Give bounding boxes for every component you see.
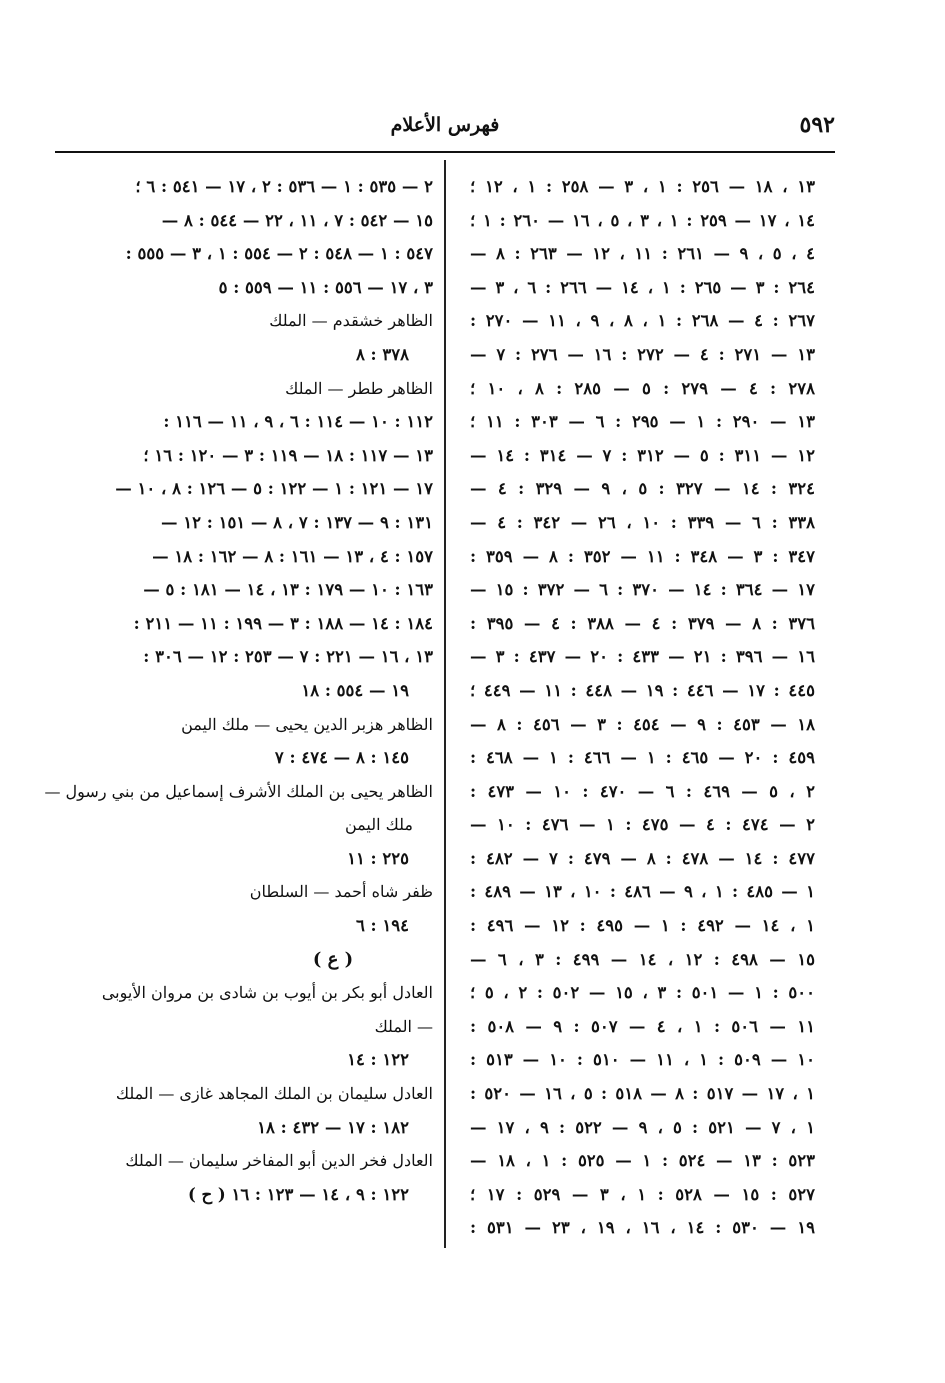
index-reference-line: ١٦٣ : ١٠ — ١٧٩ : ١٣ ، ١٤ — ١٨١ : ٥ — bbox=[143, 580, 433, 600]
index-reference-line: ١ ، ٧ — ٥٢١ : ٥ ، ٩ — ٥٢٢ : ٩ ، ١٧ — bbox=[470, 1117, 815, 1137]
index-entry-heading-continued: ملك اليمن bbox=[344, 815, 413, 835]
index-reference-line: ١٣ — ٢٧١ : ٤ — ٢٧٢ : ١٦ — ٢٧٦ : ٧ — bbox=[470, 344, 815, 364]
index-reference-line: ٤٥٩ : ٢٠ — ٤٦٥ : ١ — ٤٦٦ : ١ — ٤٦٨ : bbox=[470, 748, 815, 768]
index-reference-line: ٣٧٦ : ٨ — ٣٧٩ : ٤ — ٣٨٨ : ٤ — ٣٩٥ : bbox=[470, 613, 815, 633]
running-title: فهرس الأعلام bbox=[390, 114, 500, 136]
index-page-reference: ١٩ — ٥٥٤ : ١٨ bbox=[301, 680, 409, 700]
index-reference-line: ١٨٤ : ١٤ — ١٨٨ : ٣ — ١٩٩ : ١١ — ٢١١ : bbox=[133, 613, 433, 633]
index-reference-line: ١١ — ٥٠٦ : ١ ، ٤ — ٥٠٧ : ٩ — ٥٠٨ : bbox=[470, 1016, 815, 1036]
index-reference-line: ١٣ ، ١٨ — ٢٥٦ : ١ ، ٣ — ٢٥٨ : ١ ، ١٢ ؛ bbox=[470, 177, 815, 196]
index-reference-line: ٢٦٤ : ٣ — ٢٦٥ : ١ ، ١٤ — ٢٦٦ : ٦ ، ٣ — bbox=[470, 277, 815, 297]
index-page-reference: ١٤٥ : ٨ — ٤٧٤ : ٧ bbox=[274, 748, 409, 768]
index-page-reference: ١٨٢ : ١٧ — ٤٣٢ : ١٨ bbox=[257, 1117, 409, 1137]
index-entry-heading: العادل فخر الدين أبو المفاخر سليمان — الملك bbox=[125, 1151, 433, 1171]
index-reference-line: ١٩ — ٥٣٠ : ١٤ ، ١٦ ، ١٩ ، ٢٣ — ٥٣١ : bbox=[470, 1218, 815, 1238]
column-divider bbox=[444, 160, 446, 1248]
index-reference-line: ١٢ — ٣١١ : ٥ — ٣١٢ : ٧ — ٣١٤ : ١٤ — bbox=[470, 445, 815, 465]
index-reference-line: ٣٤٧ : ٣ — ٣٤٨ : ١١ — ٣٥٢ : ٨ — ٣٥٩ : bbox=[470, 546, 815, 566]
index-column-left bbox=[44, 170, 433, 1211]
index-entry-heading: — الملك bbox=[374, 1016, 433, 1036]
index-reference-line: ٢٦٧ : ٤ — ٢٦٨ : ١ ، ٨ ، ٩ ، ١١ — ٢٧٠ : bbox=[470, 311, 815, 331]
index-reference-line: ١ ، ١٤ — ٤٩٢ : ١ — ٤٩٥ : ١٢ — ٤٩٦ : bbox=[470, 916, 815, 936]
index-reference-line: ٤٧٧ : ١٤ — ٤٧٨ : ٨ — ٤٧٩ : ٧ — ٤٨٢ : bbox=[470, 848, 815, 868]
index-reference-line: ١٠ — ٥٠٩ : ١ ، ١١ — ٥١٠ : ١٠ — ٥١٣ : bbox=[470, 1050, 815, 1070]
index-entry-heading: الظاهر ططر — الملك bbox=[285, 378, 433, 398]
index-reference-line: ١٣١ : ٩ — ١٣٧ : ٧ ، ٨ — ١٥١ : ١٢ — bbox=[161, 512, 433, 532]
index-reference-line: ٥٠٠ : ١ — ٥٠١ : ٣ ، ١٥ — ٥٠٢ : ٢ ، ٥ ؛ bbox=[470, 983, 815, 1003]
index-reference-line: ١ — ٤٨٥ : ١ ، ٩ — ٤٨٦ : ١٠ ، ١٣ — ٤٨٩ : bbox=[470, 882, 815, 902]
section-letter-heading: ( ع ) bbox=[312, 948, 354, 970]
index-page-reference: ١٢٢ : ٩ ، ١٤ — ١٢٣ : ١٦ ( ح ) bbox=[187, 1184, 409, 1204]
index-entry-heading: الظاهر هزبر الدين يحيى — ملك اليمن bbox=[181, 714, 433, 734]
index-entry-heading: ظفر شاه أحمد — السلطان bbox=[249, 882, 433, 902]
index-entry-heading: العادل أبو بكر بن أيوب بن شادى بن مروان الأيوبى bbox=[101, 983, 433, 1003]
header-rule bbox=[55, 151, 835, 153]
index-entry-heading: الظاهر يحيى بن الملك الأشرف إسماعيل من بني رسول — bbox=[44, 781, 433, 801]
index-page-reference: ٣٧٨ : ٨ bbox=[355, 344, 409, 364]
index-reference-line: ١٣ — ٢٩٠ : ١ — ٢٩٥ : ٦ — ٣٠٣ : ١١ ؛ bbox=[470, 412, 815, 432]
index-reference-line: ٣٣٨ : ٦ — ٣٣٩ : ١٠ ، ٢٦ — ٣٤٢ : ٤ — bbox=[470, 512, 815, 532]
index-entry-heading: الظاهر خشقدم — الملك bbox=[269, 311, 433, 331]
index-reference-line: ٥٢٧ : ١٥ — ٥٢٨ : ١ ، ٣ — ٥٢٩ : ١٧ ؛ bbox=[470, 1184, 815, 1204]
index-reference-line: ١٧ — ١٢١ : ١ — ١٢٢ : ٥ — ١٢٦ : ٨ ، ١٠ — bbox=[115, 479, 433, 499]
index-reference-line: ٥٤٧ : ١ — ٥٤٨ : ٢ — ٥٥٤ : ١ ، ٣ — ٥٥٥ : bbox=[125, 244, 433, 264]
index-reference-line: ١٥ — ٤٩٨ : ١٢ ، ١٤ — ٤٩٩ : ٣ ، ٦ — bbox=[470, 949, 815, 969]
index-reference-line: ١ ، ١٧ — ٥١٧ : ٨ — ٥١٨ : ٥ ، ١٦ — ٥٢٠ : bbox=[470, 1084, 815, 1104]
index-reference-line: ٣٢٤ : ١٤ — ٣٢٧ : ٥ ، ٩ — ٣٢٩ : ٤ — bbox=[470, 479, 815, 499]
index-reference-line: ١٨ — ٤٥٣ : ٩ — ٤٥٤ : ٣ — ٤٥٦ : ٨ — bbox=[470, 714, 815, 734]
index-reference-line: ٢ — ٥٣٥ : ١ — ٥٣٦ : ٢ ، ١٧ — ٥٤١ : ٦ ؛ bbox=[135, 177, 433, 196]
index-entry-heading: العادل سليمان بن الملك المجاهد غازى — الملك bbox=[115, 1084, 433, 1104]
index-page-reference: ١٩٤ : ٦ bbox=[355, 916, 409, 936]
index-reference-line: ٥٢٣ : ١٣ — ٥٢٤ : ١ — ٥٢٥ : ١ ، ١٨ — bbox=[470, 1151, 815, 1171]
index-reference-line: ١٣ — ١١٧ : ١٨ — ١١٩ : ٣ — ١٢٠ : ١٦ ؛ bbox=[143, 445, 433, 465]
index-reference-line: ١٦ — ٣٩٦ : ٢١ — ٤٣٣ : ٢٠ — ٤٣٧ : ٣ — bbox=[470, 647, 815, 667]
index-reference-line: ٢٧٨ : ٤ — ٢٧٩ : ٥ — ٢٨٥ : ٨ ، ١٠ ؛ bbox=[470, 378, 815, 398]
index-column-right bbox=[470, 170, 815, 1245]
index-reference-line: ٢ — ٤٧٤ : ٤ — ٤٧٥ : ١ — ٤٧٦ : ١٠ — bbox=[470, 815, 815, 835]
index-reference-line: ١٣ ، ١٦ — ٢٢١ : ٧ — ٢٥٣ : ١٢ — ٣٠٦ : bbox=[143, 647, 433, 667]
index-reference-line: ١١٢ : ١٠ — ١١٤ : ٦ ، ٩ ، ١١ — ١١٦ : bbox=[163, 412, 433, 432]
index-reference-line: ٣ ، ١٧ — ٥٥٦ : ١١ — ٥٥٩ : ٥ bbox=[218, 277, 433, 297]
index-reference-line: ١٧ — ٣٦٤ : ١٤ — ٣٧٠ : ٦ — ٣٧٢ : ١٥ — bbox=[470, 580, 815, 600]
index-reference-line: ١٥ — ٥٤٢ : ٧ ، ١١ ، ٢٢ — ٥٤٤ : ٨ — bbox=[161, 210, 433, 230]
index-reference-line: ٤ ، ٥ ، ٩ — ٢٦١ : ١١ ، ١٢ — ٢٦٣ : ٨ — bbox=[470, 244, 815, 264]
index-page-reference: ٢٢٥ : ١١ bbox=[347, 848, 409, 868]
index-reference-line: ٤٤٥ : ١٧ — ٤٤٦ : ١٩ — ٤٤٨ : ١١ — ٤٤٩ ؛ bbox=[470, 680, 815, 700]
page-number: ٥٩٢ bbox=[799, 112, 835, 138]
page-header bbox=[55, 112, 835, 150]
index-reference-line: ١٥٧ : ٤ ، ١٣ — ١٦١ : ٨ — ١٦٢ : ١٨ — bbox=[152, 546, 433, 566]
index-reference-line: ١٤ ، ١٧ — ٢٥٩ : ١ ، ٣ ، ٥ ، ١٦ — ٢٦٠ : ١ ؛ bbox=[470, 210, 815, 230]
index-reference-line: ٢ ، ٥ — ٤٦٩ : ٦ — ٤٧٠ : ١٠ — ٤٧٣ : bbox=[470, 781, 815, 801]
index-page-reference: ١٢٢ : ١٤ bbox=[347, 1050, 409, 1070]
